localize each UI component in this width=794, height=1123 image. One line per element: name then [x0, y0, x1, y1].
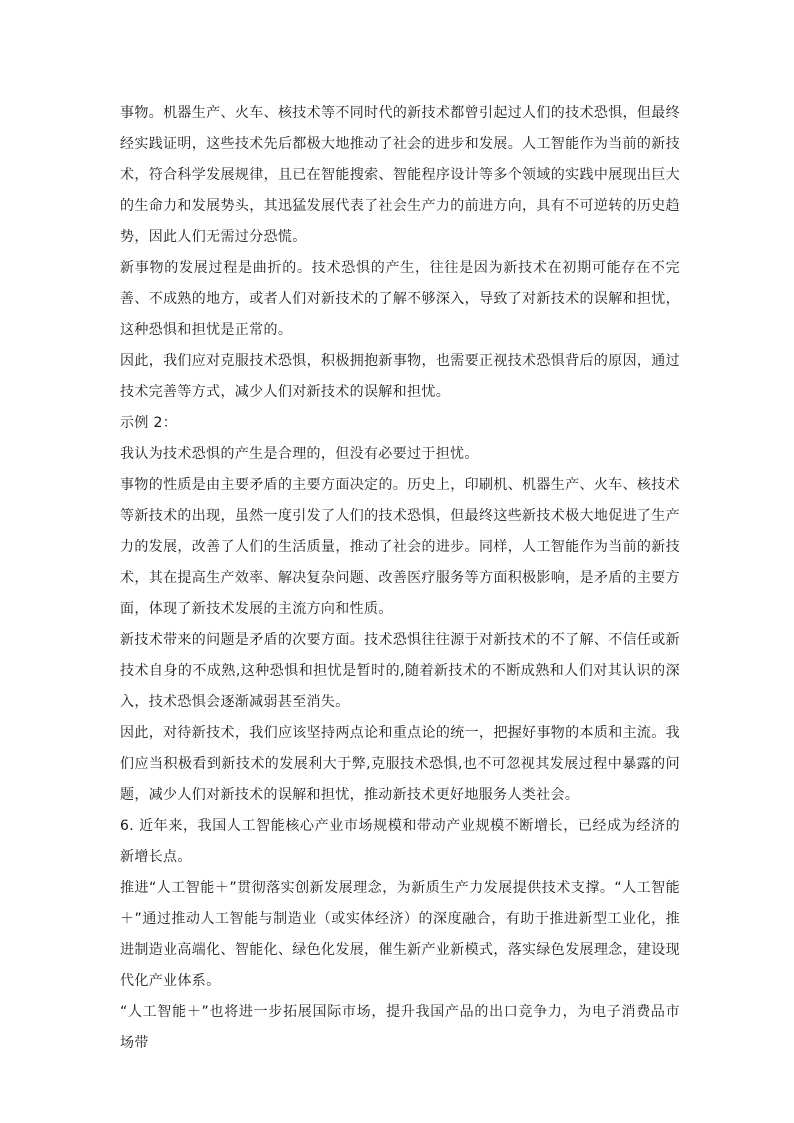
paragraph: 因此，我们应对克服技术恐惧，积极拥抱新事物，也需要正视技术恐惧背后的原因，通过技术完善等方式，减少人们对新技术的误解和担忧。: [120, 353, 680, 400]
paragraph: 新技术带来的问题是矛盾的次要方面。技术恐惧往往源于对新技术的不了解、不信任或新技术自身的不成熟,这种恐惧和担忧是暂时的,随着新技术的不断成熟和人们对其认识的深入，技术恐惧会逐渐减弱甚至消失。: [120, 632, 680, 710]
paragraph: 事物。机器生产、火车、核技术等不同时代的新技术都曾引起过人们的技术恐惧，但最终经实践证明，这些技术先后都极大地推动了社会的进步和发展。人工智能作为当前的新技术，符合科学发展规律，且已在智能搜索、智能程序设计等多个领域的实践中展现出巨大的生命力和发展势头，其迅猛发展代表了社会生产力的前进方向，具有不可逆转的历史趋势，因此人们无需过分恐慌。: [120, 105, 680, 245]
paragraph: 我认为技术恐惧的产生是合理的，但没有必要过于担忧。: [120, 446, 479, 462]
paragraph: “人工智能＋”也将进一步拓展国际市场，提升我国产品的出口竞争力，为电子消费品市场带: [120, 1004, 680, 1051]
paragraph: 推进“人工智能＋”贯彻落实创新发展理念，为新质生产力发展提供技术支撑。“人工智能＋”通过推动人工智能与制造业（或实体经济）的深度融合，有助于推进新型工业化，推进制造业高端化、智能化、绿色化发展，催生新产业新模式，落实绿色发展理念，建设现代化产业体系。: [120, 880, 680, 989]
question-answer-6: 6. 近年来，我国人工智能核心产业市场规模和带动产业规模不断增长，已经成为经济的新增长点。: [120, 818, 680, 865]
document-body: [120, 98, 680, 1059]
paragraph: 事物的性质是由主要矛盾的主要方面决定的。历史上，印刷机、机器生产、火车、核技术等新技术的出现，虽然一度引发了人们的技术恐惧，但最终这些新技术极大地促进了生产力的发展，改善了人们的生活质量，推动了社会的进步。同样，人工智能作为当前的新技术，其在提高生产效率、解决复杂问题、改善医疗服务等方面积极影响，是矛盾的主要方面，体现了新技术发展的主流方向和性质。: [120, 477, 680, 617]
example-label: 示例 2：: [120, 415, 178, 431]
paragraph: 新事物的发展过程是曲折的。技术恐惧的产生，往往是因为新技术在初期可能存在不完善、不成熟的地方，或者人们对新技术的了解不够深入，导致了对新技术的误解和担忧，这种恐惧和担忧是正常的。: [120, 260, 680, 338]
paragraph: 因此，对待新技术，我们应该坚持两点论和重点论的统一，把握好事物的本质和主流。我们应当积极看到新技术的发展利大于弊,克服技术恐惧,也不可忽视其发展过程中暴露的问题，减少人们对新技术的误解和担忧，推动新技术更好地服务人类社会。: [120, 725, 680, 803]
